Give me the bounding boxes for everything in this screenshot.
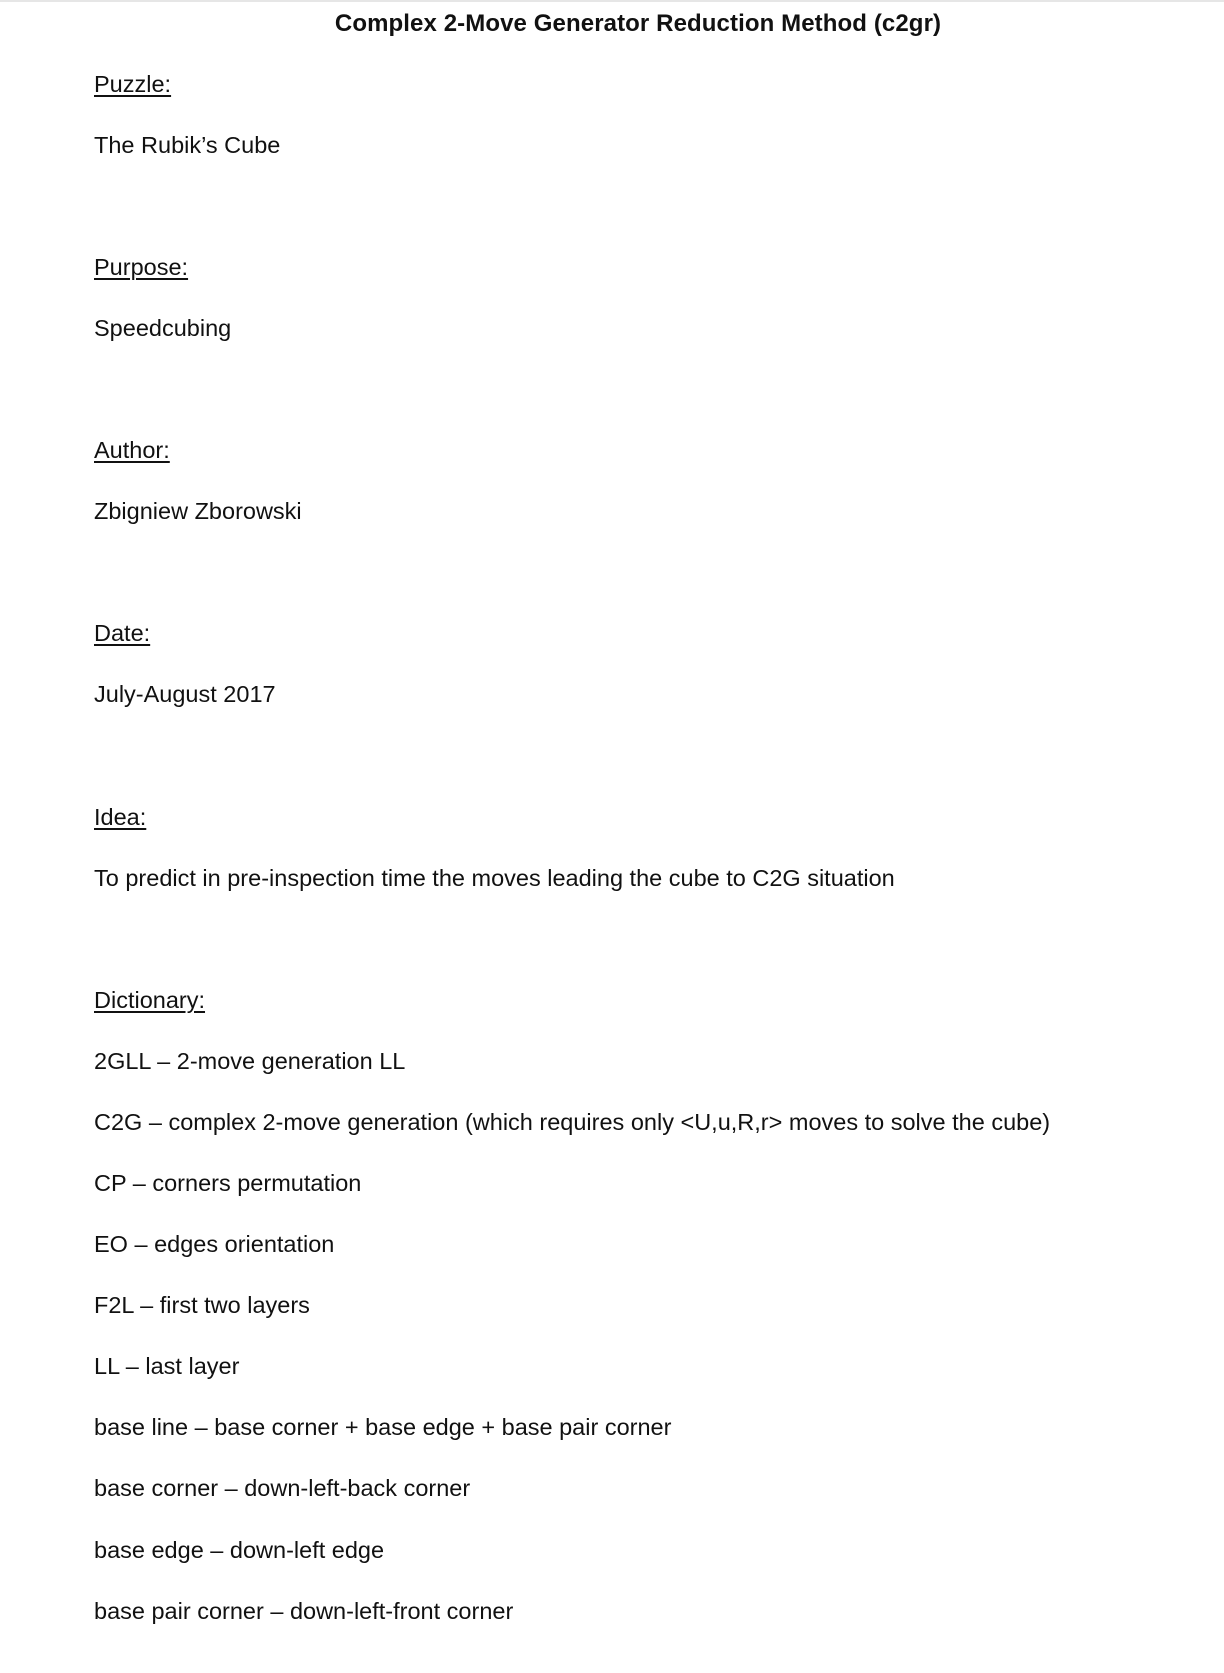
purpose-heading: Purpose: xyxy=(94,254,189,280)
dictionary-entry: base pair corner – down-left-front corner xyxy=(94,1598,514,1624)
idea-value: To predict in pre-inspection time the moves leading the cube to C2G situation xyxy=(94,865,895,891)
author-heading: Author: xyxy=(94,437,170,463)
puzzle-value: The Rubik’s Cube xyxy=(94,132,281,158)
date-value: July-August 2017 xyxy=(94,681,276,707)
dictionary-entry: EO – edges orientation xyxy=(94,1231,335,1257)
dictionary-heading: Dictionary: xyxy=(94,987,206,1013)
dictionary-entry: base corner – down-left-back corner xyxy=(94,1475,471,1501)
dictionary-entry: base edge – down-left edge xyxy=(94,1537,385,1563)
document-title: Complex 2-Move Generator Reduction Method (c2gr) xyxy=(334,10,942,37)
date-heading: Date: xyxy=(94,620,151,646)
dictionary-entry: F2L – first two layers xyxy=(94,1292,310,1318)
dictionary-entry: base line – base corner + base edge + base pair corner xyxy=(94,1414,672,1440)
puzzle-heading: Puzzle: xyxy=(94,71,172,97)
idea-heading: Idea: xyxy=(94,804,147,830)
dictionary-entry: C2G – complex 2-move generation (which requires only <U,u,R,r> moves to solve the cube) xyxy=(94,1109,1051,1135)
dictionary-entry: 2GLL – 2-move generation LL xyxy=(94,1048,406,1074)
author-value: Zbigniew Zborowski xyxy=(94,498,302,524)
purpose-value: Speedcubing xyxy=(94,315,232,341)
dictionary-entry: LL – last layer xyxy=(94,1353,240,1379)
dictionary-entry: CP – corners permutation xyxy=(94,1170,362,1196)
